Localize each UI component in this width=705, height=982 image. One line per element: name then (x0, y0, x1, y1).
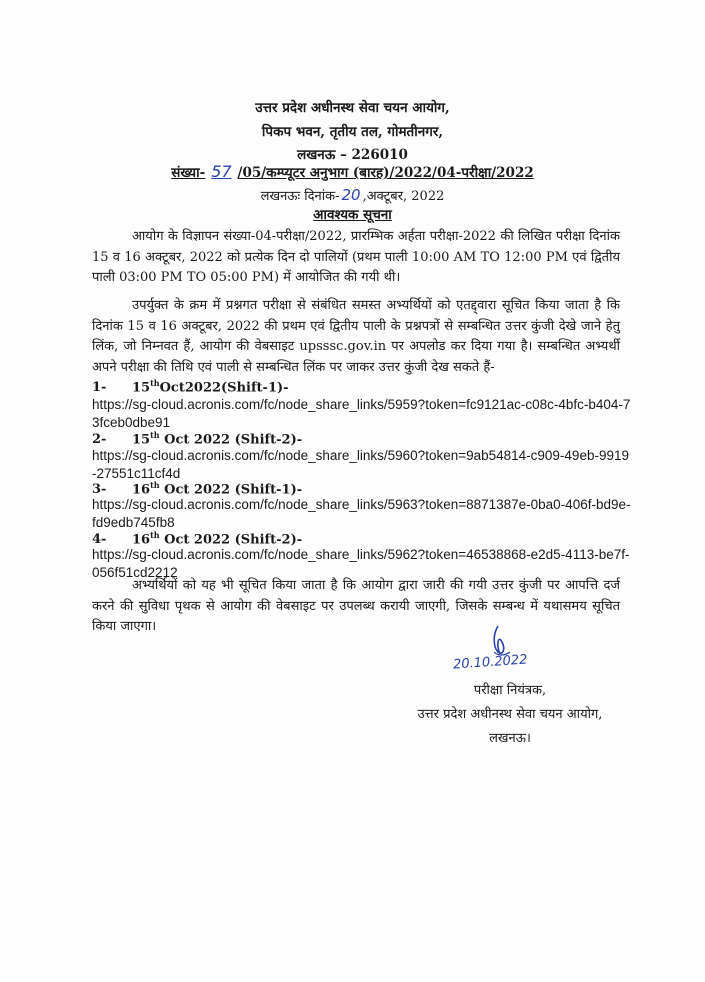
notice-title: आवश्यक सूचना (313, 207, 392, 223)
org-address: पिकप भवन, तृतीय तल, गोमतीनगर, (261, 124, 444, 140)
reference-number (0, 162, 705, 181)
item-day: 16 (132, 532, 151, 548)
org-name: उत्तर प्रदेश अधीनस्थ सेवा चयन आयोग, (255, 100, 450, 116)
answer-key-item-4-heading (92, 530, 302, 547)
signatory-org: उत्तर प्रदेश अधीनस्थ सेवा चयन आयोग, (417, 707, 603, 722)
answer-key-link-4[interactable]: https://sg-cloud.acronis.com/fc/node_share_links/5962?token=46538868-e2d5-4113-be7f-056f51cd2212 (92, 547, 630, 580)
signatory-city: लखनऊ। (489, 731, 531, 746)
answer-key-link-2[interactable]: https://sg-cloud.acronis.com/fc/node_share_links/5960?token=9ab54814-c909-49eb-9919-27551c11cf4d (92, 448, 629, 481)
paragraph-1: आयोग के विज्ञापन संख्या-04-परीक्षा/2022, प्रारम्भिक अर्हता परीक्षा-2022 की लिखित परीक्षा दिनांक 15 व 16 अक्टूबर, 2022 को प्रत्येक दिन दो पालियों (प्रथम पाली 10:00 AM TO 12:00 PM एवं द्वितीय पाली 03:00 PM TO 05:00 PM) में आयोजित की गयी थी। (92, 229, 620, 285)
item-number: 4- (92, 532, 107, 548)
issue-date (0, 186, 705, 204)
item-date-shift: Oct 2022 (Shift-2)- (159, 532, 303, 548)
item-day-suffix: th (150, 480, 160, 490)
item-day: 16 (132, 482, 151, 498)
item-day-suffix: th (150, 430, 160, 440)
signatory-block (380, 679, 640, 751)
date-prefix: लखनऊः दिनांक- (260, 189, 340, 204)
answer-key-item-3-heading (92, 480, 302, 497)
paragraph-3: अभ्यर्थियों को यह भी सूचित किया जाता है कि आयोग द्वारा जारी की गयी उत्तर कुंजी पर आपत्ति दर्ज करने की सुविधा पृथक से आयोग की वेबसाइट पर उपलब्ध करायी जाएगी, जिसके सम्बन्ध में यथासमय सूचित किया जाएगा। (92, 578, 620, 634)
item-day: 15 (132, 380, 151, 396)
item-day: 15 (132, 432, 151, 448)
item-number: 3- (92, 482, 107, 498)
item-day-suffix: th (150, 378, 160, 388)
reference-prefix: संख्या- (171, 165, 206, 181)
date-suffix: ,अक्टूबर, 2022 (362, 189, 445, 204)
signature-scribble (440, 622, 560, 684)
item-number: 1- (92, 380, 107, 396)
answer-key-item-2-heading (92, 430, 302, 447)
paragraph-2: उपर्युक्त के क्रम में प्रश्नगत परीक्षा से संबंधित समस्त अभ्यर्थियों को एतद्द्वारा सूचित किया जाता है कि दिनांक 15 व 16 अक्टूबर, 2022 की प्रथम एवं द्वितीय पाली के प्रश्नपत्रों से सम्बन्धित उत्तर कुंजी देखे जाने हेतु लिंक, जो निम्नवत हैं, आयोग की वेबसाइट upsssc.gov.in पर अपलोड कर दिया गया है। सम्बन्धित अभ्यर्थी अपने परीक्षा की तिथि एवं पाली से सम्बन्धित लिंक पर जाकर उत्तर कुंजी देख सकते हैं- (92, 298, 620, 375)
item-date-shift: Oct2022(Shift-1)- (159, 380, 289, 396)
handwritten-reference-no: 57 (211, 162, 232, 181)
signature-date: 20.10.2022 (452, 652, 528, 673)
item-date-shift: Oct 2022 (Shift-1)- (159, 482, 303, 498)
reference-suffix: /05/कम्प्यूटर अनुभाग (बारह)/2022/04-परीक्षा/2022 (237, 165, 534, 181)
answer-key-item-1-heading (92, 378, 289, 395)
signatory-title: परीक्षा नियंत्रक, (473, 683, 547, 698)
answer-key-link-1[interactable]: https://sg-cloud.acronis.com/fc/node_share_links/5959?token=fc9121ac-c08c-4bfc-b404-73fceb0dbe91 (92, 397, 631, 430)
item-date-shift: Oct 2022 (Shift-2)- (159, 432, 303, 448)
answer-key-link-3[interactable]: https://sg-cloud.acronis.com/fc/node_share_links/5963?token=8871387e-0ba0-406f-bd9e-fd9edb745fb8 (92, 497, 631, 530)
item-number: 2- (92, 432, 107, 448)
org-city-pin: लखनऊ – 226010 (297, 147, 408, 163)
item-day-suffix: th (150, 530, 160, 540)
handwritten-date-day: 20 (341, 186, 361, 204)
